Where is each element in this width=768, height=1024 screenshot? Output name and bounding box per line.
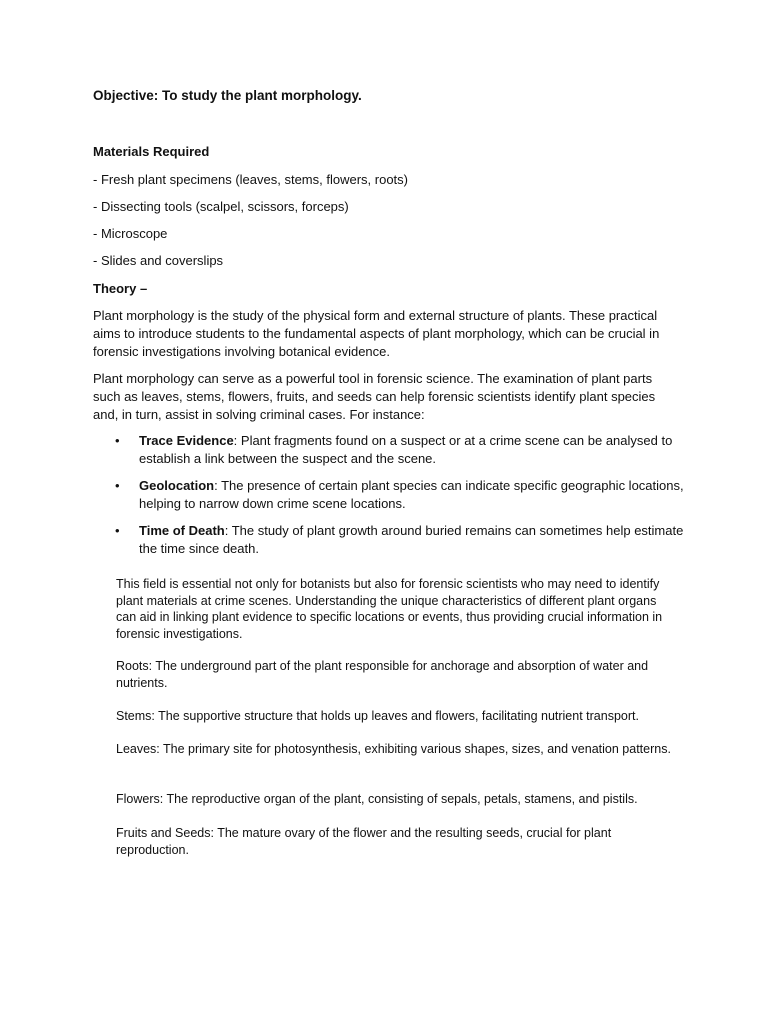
list-item [93, 522, 688, 558]
forensic-uses-list [93, 432, 688, 567]
objective-title: Objective: To study the plant morphology. [93, 88, 362, 103]
summary-paragraph: This field is essential not only for botanists but also for forensic scientists who may need to identify plant materials at crime scenes. Understanding the unique characteristics of different plant organs can aid in linking plant evidence to specific locations or events, thus providing crucial information in forensic investigations. [116, 577, 663, 641]
bullet-icon: • [115, 433, 120, 448]
material-item: - Microscope [93, 226, 168, 241]
bullet-term: Time of Death [139, 523, 225, 538]
bullet-icon: • [115, 523, 120, 538]
materials-heading: Materials Required [93, 144, 210, 159]
theory-paragraph: Plant morphology can serve as a powerful tool in forensic science. The examination of plant parts such as leaves, stems, flowers, fruits, and seeds can help forensic scientists identify plant species and, in turn, assist in solving criminal cases. For instance: [93, 371, 656, 422]
list-item [93, 432, 688, 468]
bullet-text: : The presence of certain plant species can indicate specific geographic locations, helping to narrow down crime scene locations. [139, 478, 684, 511]
fruits-seeds-note: Fruits and Seeds: The mature ovary of the flower and the resulting seeds, crucial for plant reproduction. [116, 826, 612, 857]
theory-heading: Theory – [93, 281, 148, 296]
flowers-note: Flowers: The reproductive organ of the plant, consisting of sepals, petals, stamens, and pistils. [116, 792, 638, 806]
stems-note: Stems: The supportive structure that holds up leaves and flowers, facilitating nutrient transport. [116, 709, 639, 723]
material-item: - Slides and coverslips [93, 253, 224, 268]
material-item: - Fresh plant specimens (leaves, stems, flowers, roots) [93, 172, 408, 187]
theory-paragraph: Plant morphology is the study of the physical form and external structure of plants. These practical aims to introduce students to the fundamental aspects of plant morphology, which can be crucial in forensic investigations involving botanical evidence. [93, 308, 660, 359]
bullet-text: : The study of plant growth around buried remains can sometimes help estimate the time since death. [139, 523, 684, 556]
material-item: - Dissecting tools (scalpel, scissors, forceps) [93, 199, 349, 214]
bullet-icon: • [115, 478, 120, 493]
leaves-note: Leaves: The primary site for photosynthesis, exhibiting various shapes, sizes, and venation patterns. [116, 742, 671, 756]
bullet-term: Geolocation [139, 478, 215, 493]
bullet-text: : Plant fragments found on a suspect or at a crime scene can be analysed to establish a link between the suspect and the scene. [139, 433, 673, 466]
bullet-term: Trace Evidence [139, 433, 234, 448]
list-item [93, 477, 688, 513]
roots-note: Roots: The underground part of the plant responsible for anchorage and absorption of water and nutrients. [116, 659, 649, 690]
